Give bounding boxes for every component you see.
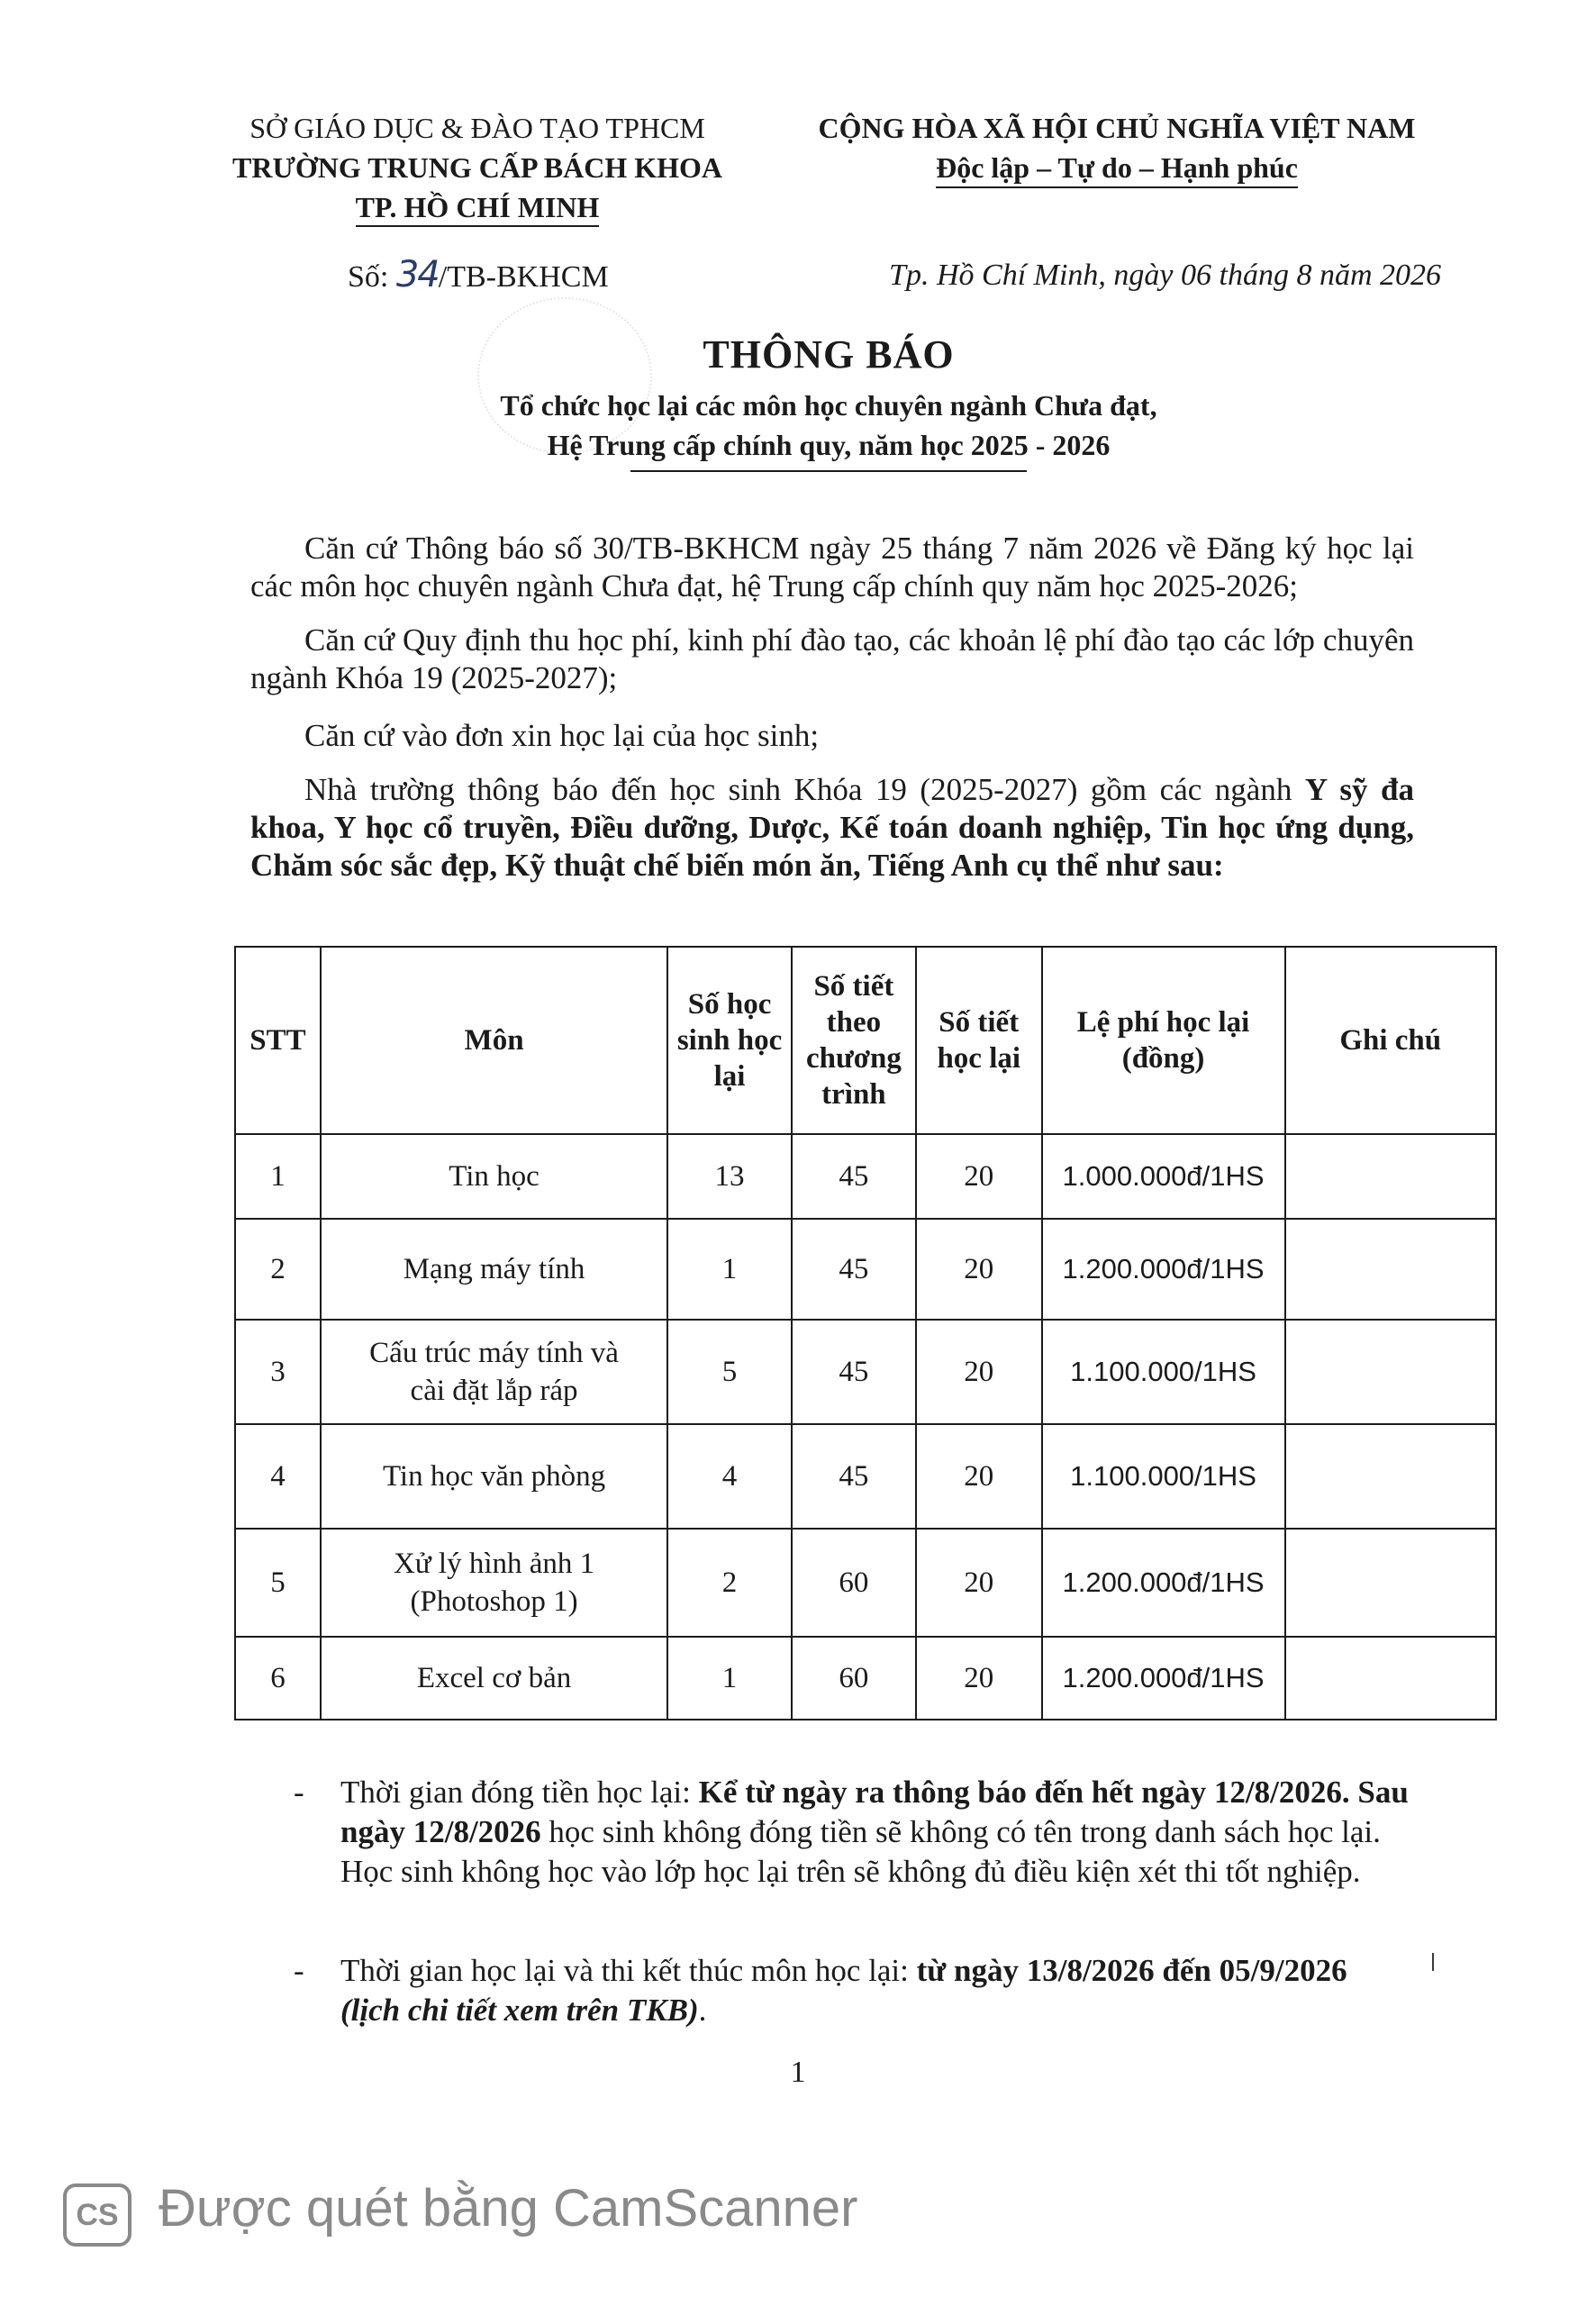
- cell-fee: 1.200.000đ/1HS: [1042, 1637, 1285, 1720]
- cell-subject-line-1: Cấu trúc máy tính và: [369, 1337, 619, 1369]
- cell-fee: 1.100.000/1HS: [1042, 1320, 1285, 1424]
- cell-program-periods: 60: [792, 1529, 916, 1637]
- header-right: [802, 108, 1432, 188]
- cell-student-count: 1: [667, 1219, 792, 1320]
- camscanner-logo-icon: CS: [63, 2183, 131, 2247]
- cell-note: [1285, 1219, 1497, 1320]
- note-retake-schedule: [294, 1951, 1410, 2030]
- cell-subject-line-2: cài đặt lắp ráp: [410, 1375, 578, 1407]
- table-row: [235, 1529, 1496, 1637]
- header-left: [180, 108, 775, 227]
- cell-student-count: 13: [667, 1134, 792, 1219]
- note-payment-deadline: [294, 1773, 1410, 1892]
- subtitle-underline: [630, 470, 1027, 472]
- paragraph-3: [250, 717, 1414, 755]
- cell-note: [1285, 1637, 1497, 1720]
- table-row: [235, 1320, 1496, 1424]
- paragraph-4-plain: Nhà trường thông báo đến học sinh Khóa 19 (2025-2027) gồm các ngành: [304, 772, 1305, 807]
- cell-program-periods: 45: [792, 1424, 916, 1529]
- cell-stt: 2: [235, 1219, 321, 1320]
- table-row: [235, 1134, 1496, 1219]
- cell-fee: 1.200.000đ/1HS: [1042, 1219, 1285, 1320]
- header-note: Ghi chú: [1285, 947, 1497, 1134]
- cell-retake-periods: 20: [916, 1529, 1042, 1637]
- header-department: SỞ GIÁO DỤC & ĐÀO TẠO TPHCM: [249, 112, 705, 144]
- cell-program-periods: 45: [792, 1320, 916, 1424]
- header-school-name: TRƯỜNG TRUNG CẤP BÁCH KHOA: [231, 151, 723, 184]
- retake-fee-table: [234, 946, 1497, 1720]
- cell-subject: [321, 1320, 667, 1424]
- cell-program-periods: 45: [792, 1134, 916, 1219]
- cell-stt: 1: [235, 1134, 321, 1219]
- paragraph-2: [250, 622, 1414, 697]
- paragraph-4: [250, 771, 1414, 885]
- document-number-handwritten: 34: [395, 254, 439, 295]
- cell-retake-periods: 20: [916, 1219, 1042, 1320]
- table-row: [235, 1424, 1496, 1529]
- paragraph-4-bold: Y sỹ đa khoa, Y học cổ truyền, Điều dưỡng, Dược, Kế toán doanh nghiệp, Tin học ứng dụng, Chăm sóc sắc đẹp, Kỹ thuật chế biến món ăn, Tiếng Anh cụ thể như sau:: [250, 772, 1414, 883]
- header-retake-periods: Số tiết học lại: [916, 947, 1042, 1134]
- header-student-count: Số học sinh học lại: [667, 947, 792, 1134]
- note-2-end: .: [698, 1993, 707, 2028]
- document-title: THÔNG BÁO: [703, 332, 955, 377]
- header-retake-fee: Lệ phí học lại (đồng): [1042, 947, 1285, 1134]
- cell-subject: Tin học văn phòng: [321, 1424, 667, 1529]
- cell-retake-periods: 20: [916, 1320, 1042, 1424]
- margin-tick-mark: [1432, 1953, 1434, 1971]
- paragraph-1: [250, 530, 1414, 605]
- cell-subject-line-2: (Photoshop 1): [410, 1585, 578, 1618]
- header-country: CỘNG HÒA XÃ HỘI CHỦ NGHĨA VIỆT NAM: [818, 112, 1416, 144]
- cell-program-periods: 45: [792, 1219, 916, 1320]
- header-program-periods: Số tiết theo chương trình: [792, 947, 916, 1134]
- page-number: 1: [790, 2056, 806, 2089]
- note-2-bold: từ ngày 13/8/2026 đến 05/9/2026: [916, 1953, 1347, 1988]
- cell-program-periods: 60: [792, 1637, 916, 1720]
- cell-stt: 4: [235, 1424, 321, 1529]
- header-school-city: TP. HỒ CHÍ MINH: [356, 189, 600, 227]
- cell-fee: 1.000.000đ/1HS: [1042, 1134, 1285, 1219]
- cell-student-count: 5: [667, 1320, 792, 1424]
- header-motto: Độc lập – Tự do – Hạnh phúc: [936, 149, 1298, 188]
- cell-subject: [321, 1529, 667, 1637]
- cell-note: [1285, 1134, 1497, 1219]
- document-number-suffix: /TB-BKHCM: [438, 260, 609, 294]
- cell-subject: Excel cơ bản: [321, 1637, 667, 1720]
- cell-note: [1285, 1320, 1497, 1424]
- cell-stt: 5: [235, 1529, 321, 1637]
- cell-retake-periods: 20: [916, 1424, 1042, 1529]
- cell-retake-periods: 20: [916, 1134, 1042, 1219]
- cell-stt: 6: [235, 1637, 321, 1720]
- cell-fee: 1.100.000/1HS: [1042, 1424, 1285, 1529]
- note-2-dash: -: [294, 1953, 304, 1988]
- table-row: [235, 1219, 1496, 1320]
- paragraph-2-text: Căn cứ Quy định thu học phí, kinh phí đào tạo, các khoản lệ phí đào tạo các lớp chuyên ngành Khóa 19 (2025-2027);: [250, 622, 1414, 695]
- cell-subject-line-1: Xử lý hình ảnh 1: [393, 1548, 595, 1580]
- subtitle-line-2: Hệ Trung cấp chính quy, năm học 2025 - 2026: [547, 429, 1111, 461]
- note-1-rest: học sinh không đóng tiền sẽ không có tên trong danh sách học lại. Học sinh không học vào lớp học lại trên sẽ không đủ điều kiện xét thi tốt nghiệp.: [340, 1814, 1381, 1889]
- note-1-text: [340, 1773, 1410, 1892]
- camscanner-watermark-text: Được quét bằng CamScanner: [159, 2179, 858, 2238]
- cell-subject: Tin học: [321, 1134, 667, 1219]
- paragraph-3-text: Căn cứ vào đơn xin học lại của học sinh;: [304, 718, 820, 753]
- note-1-dash: -: [294, 1775, 304, 1810]
- subtitle-line-1: Tổ chức học lại các môn học chuyên ngành Chưa đạt,: [500, 389, 1157, 422]
- note-1-bold: Kể từ ngày ra thông báo đến hết ngày 12/8/2026. Sau ngày 12/8/2026: [340, 1775, 1409, 1849]
- cell-note: [1285, 1424, 1497, 1529]
- cell-subject: Mạng máy tính: [321, 1219, 667, 1320]
- note-2-italic: (lịch chi tiết xem trên TKB): [340, 1993, 699, 2028]
- note-2-lead: Thời gian học lại và thi kết thúc môn học lại:: [340, 1953, 917, 1988]
- cell-stt: 3: [235, 1320, 321, 1424]
- note-1-lead: Thời gian đóng tiền học lại:: [340, 1775, 699, 1810]
- cell-fee: 1.200.000đ/1HS: [1042, 1529, 1285, 1637]
- cell-student-count: 1: [667, 1637, 792, 1720]
- document-date: Tp. Hồ Chí Minh, ngày 06 tháng 8 năm 2026: [889, 259, 1441, 292]
- table-header-row: [235, 947, 1496, 1134]
- table-row: [235, 1637, 1496, 1720]
- header-stt: STT: [235, 947, 321, 1134]
- cell-student-count: 2: [667, 1529, 792, 1637]
- note-2-text: [340, 1951, 1410, 2030]
- paragraph-1-text: Căn cứ Thông báo số 30/TB-BKHCM ngày 25 tháng 7 năm 2026 về Đăng ký học lại các môn học chuyên ngành Chưa đạt, hệ Trung cấp chính quy năm học 2025-2026;: [250, 531, 1414, 604]
- cell-retake-periods: 20: [916, 1637, 1042, 1720]
- cell-note: [1285, 1529, 1497, 1637]
- cell-student-count: 4: [667, 1424, 792, 1529]
- paragraph-4-body: [250, 771, 1414, 885]
- header-subject: Môn: [321, 947, 667, 1134]
- document-number: [348, 254, 609, 295]
- document-subtitle: [270, 386, 1387, 465]
- document-number-prefix: Số:: [348, 260, 396, 294]
